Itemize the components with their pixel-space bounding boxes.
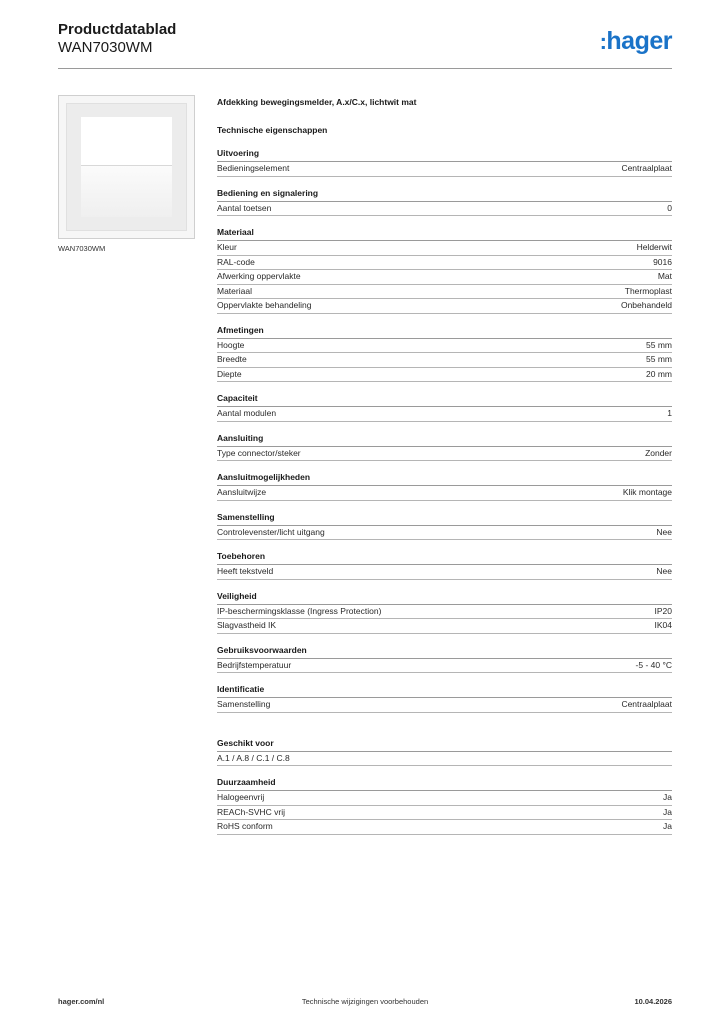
section-title: Capaciteit (217, 392, 672, 407)
section-title: Identificatie (217, 683, 672, 698)
image-caption: WAN7030WM (58, 244, 106, 253)
spec-label: A.1 / A.8 / C.1 / C.8 (217, 752, 290, 763)
spec-row (217, 353, 672, 368)
spec-label: Diepte (217, 368, 242, 379)
spec-row (217, 526, 672, 541)
spec-section (217, 644, 672, 674)
logo-text: hager (606, 27, 672, 55)
spec-row (217, 806, 672, 821)
plate-window (81, 117, 172, 165)
spec-section (217, 147, 672, 177)
durability-section (217, 776, 672, 835)
spec-value: 1 (667, 408, 672, 418)
spec-label: Breedte (217, 354, 247, 364)
spec-row (217, 605, 672, 620)
spec-row (217, 565, 672, 580)
spec-value: 55 mm (646, 354, 672, 364)
spec-row (217, 241, 672, 256)
spec-row (217, 285, 672, 300)
footer-date: 10.04.2026 (634, 997, 672, 1006)
spec-value: Ja (663, 821, 672, 831)
spec-label: Bedrijfstemperatuur (217, 659, 292, 670)
spec-label: Aantal modulen (217, 408, 277, 418)
spec-label: Type connector/steker (217, 447, 301, 458)
spec-value: 9016 (653, 256, 672, 267)
spec-label: Controlevenster/licht uitgang (217, 526, 325, 537)
spec-label: RAL-code (217, 256, 255, 267)
product-image (58, 95, 195, 239)
spec-row (217, 752, 672, 767)
spec-row (217, 339, 672, 354)
spec-label: Halogeenvrij (217, 792, 265, 802)
spec-section (217, 392, 672, 422)
spec-label: Materiaal (217, 285, 252, 296)
spec-label: Heeft tekstveld (217, 566, 274, 576)
section-title: Gebruiksvoorwaarden (217, 644, 672, 659)
spec-label: IP-beschermingsklasse (Ingress Protection) (217, 605, 382, 616)
cover-plate-illustration (66, 103, 187, 231)
spec-content (217, 96, 672, 845)
header-divider (58, 68, 672, 69)
spec-value: Ja (663, 806, 672, 817)
tech-properties-heading: Technische eigenschappen (217, 125, 328, 135)
spec-label: Samenstelling (217, 699, 271, 709)
spec-row (217, 299, 672, 314)
spacer (217, 723, 672, 737)
product-code-heading: WAN7030WM (58, 39, 153, 56)
page-title: Productdatablad (58, 21, 177, 38)
section-title: Uitvoering (217, 147, 672, 162)
spec-row (217, 407, 672, 422)
spec-value: -5 - 40 °C (635, 659, 672, 670)
plate-lens (81, 165, 172, 217)
spec-section (217, 590, 672, 634)
suitable-section (217, 737, 672, 767)
spec-row (217, 791, 672, 806)
spec-value: Mat (657, 271, 672, 281)
spec-label: Hoogte (217, 339, 245, 350)
spec-row (217, 619, 672, 634)
hager-logo: :hager (599, 27, 672, 55)
spec-section (217, 550, 672, 580)
spec-row (217, 820, 672, 835)
spec-section (217, 511, 672, 541)
spec-label: Kleur (217, 242, 237, 252)
spec-row (217, 162, 672, 177)
section-title: Materiaal (217, 226, 672, 241)
spec-label: REACh-SVHC vrij (217, 806, 286, 817)
spec-value: IP20 (654, 605, 672, 616)
spec-section (217, 683, 672, 713)
spec-value: Centraalplaat (621, 699, 672, 709)
spec-value: Ja (663, 792, 672, 802)
spec-row (217, 202, 672, 217)
product-description: Afdekking bewegingsmelder, A.x/C.x, lichtwit mat (217, 97, 417, 107)
spec-label: Aantal toetsen (217, 202, 272, 213)
spec-value: Nee (656, 526, 672, 537)
section-title: Aansluiting (217, 432, 672, 447)
spec-label: Afwerking oppervlakte (217, 271, 301, 281)
spec-value: 20 mm (646, 368, 672, 379)
section-title: Bediening en signalering (217, 187, 672, 202)
spec-value: Onbehandeld (620, 300, 672, 310)
spec-row (217, 368, 672, 383)
spec-section (217, 432, 672, 462)
spec-section (217, 324, 672, 383)
section-title: Samenstelling (217, 511, 672, 526)
spec-row (217, 270, 672, 285)
spec-value: Nee (656, 566, 672, 576)
page-header (58, 21, 176, 57)
spec-row (217, 447, 672, 462)
spec-value: Centraalplaat (621, 163, 672, 173)
spec-row (217, 659, 672, 674)
spec-label: Oppervlakte behandeling (217, 300, 312, 310)
spec-row (217, 256, 672, 271)
spec-section (217, 187, 672, 217)
spec-value: IK04 (654, 620, 672, 630)
section-title: Veiligheid (217, 590, 672, 605)
spec-value: Klik montage (622, 487, 672, 497)
spec-label: Aansluitwijze (217, 487, 267, 497)
spec-sections (217, 147, 672, 713)
section-title: Duurzaamheid (217, 776, 672, 791)
footer-website: hager.com/nl (58, 997, 105, 1006)
spec-row (217, 698, 672, 713)
section-title: Toebehoren (217, 550, 672, 565)
spec-row (217, 486, 672, 501)
spec-label: Bedieningselement (217, 163, 290, 173)
section-title: Aansluitmogelijkheden (217, 471, 672, 486)
spec-section (217, 471, 672, 501)
spec-value: Thermoplast (624, 285, 672, 296)
footer-disclaimer: Technische wijzigingen voorbehouden (301, 997, 429, 1006)
spec-section (217, 226, 672, 314)
spec-value: 0 (667, 202, 672, 213)
spec-label: Slagvastheid IK (217, 620, 277, 630)
section-title: Afmetingen (217, 324, 672, 339)
spec-value: Helderwit (636, 242, 672, 252)
section-title: Geschikt voor (217, 737, 672, 752)
spec-label: RoHS conform (217, 821, 273, 831)
spec-value: 55 mm (646, 339, 672, 350)
spec-value: Zonder (645, 447, 672, 458)
